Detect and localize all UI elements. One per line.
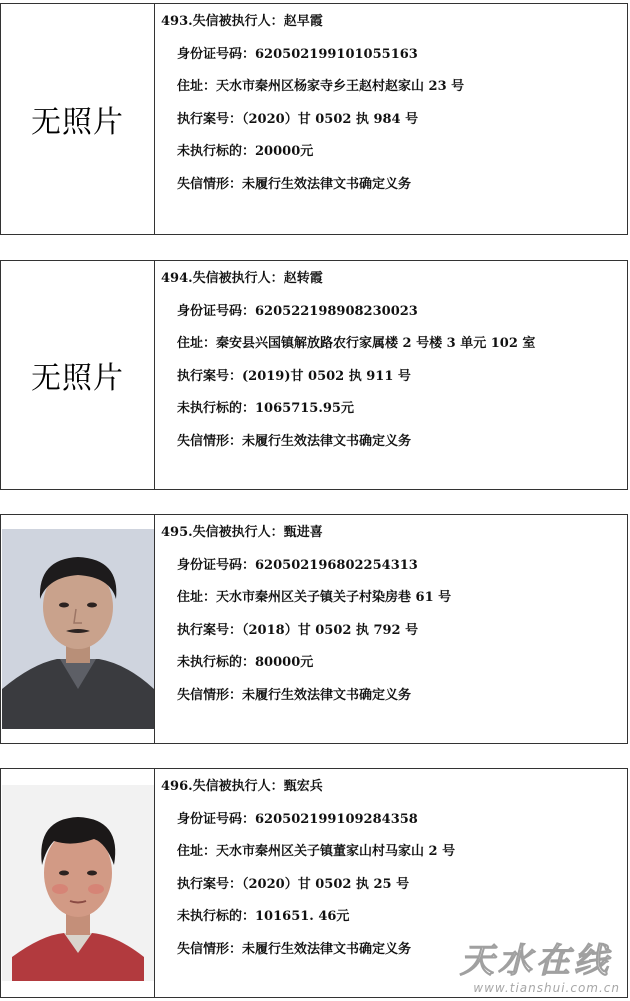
address-label: 住址： [177,79,217,94]
photo-cell [1,261,155,489]
name-label: 失信被执行人： [192,14,284,29]
situation-row [161,177,623,210]
record-card-493 [0,3,628,235]
person-photo [2,785,154,981]
amount-label: 未执行标的： [177,144,256,159]
watermark-url: www.tianshui.com.cn [473,981,620,995]
id-value: 620522198908230023 [255,303,418,319]
case-row [161,623,623,656]
situation-value: 未履行生效法律文书确定义务 [242,687,412,703]
record-number: 494. [161,271,193,286]
address-row [161,590,623,623]
case-row [161,112,623,145]
amount-label: 未执行标的： [177,909,256,924]
id-row [161,304,623,337]
record-card-494 [0,260,628,490]
case-label: 执行案号： [177,876,243,892]
address-value: 天水市秦州区关子镇董家山村马家山 2 号 [216,844,456,859]
situation-value: 未履行生效法律文书确定义务 [242,176,412,192]
address-value: 天水市秦州区杨家寺乡王赵村赵家山 23 号 [216,79,465,94]
situation-value: 未履行生效法律文书确定义务 [242,941,412,957]
record-number: 496. [161,779,193,794]
record-number: 495. [161,525,193,540]
person-name: 赵早霞 [283,14,323,29]
amount-row [161,401,623,434]
amount-value: 1065715.95元 [255,401,354,416]
person-photo [2,529,154,729]
record-number: 493. [161,14,193,29]
situation-value: 未履行生效法律文书确定义务 [242,433,412,449]
no-photo-label: 无照片 [31,105,124,140]
photo-cell [1,515,155,743]
case-label: 执行案号： [177,111,243,127]
record-info [161,271,623,466]
address-row [161,844,623,877]
id-label: 身份证号码： [177,303,256,319]
amount-label: 未执行标的： [177,401,256,416]
situation-label: 失信情形： [177,176,243,192]
person-name: 赵转霞 [283,271,323,286]
address-label: 住址： [177,336,217,351]
portrait-image [2,785,154,981]
portrait-image [2,529,154,729]
amount-row [161,655,623,688]
case-value: （2020）甘 0502 执 25 号 [242,876,410,892]
case-row [161,877,623,910]
address-value: 秦安县兴国镇解放路农行家属楼 2 号楼 3 单元 102 室 [216,336,536,351]
person-name: 甄进喜 [283,525,323,540]
photo-cell [1,4,155,234]
id-value: 620502196802254313 [255,557,418,573]
person-name: 甄宏兵 [283,779,323,794]
id-label: 身份证号码： [177,46,256,62]
case-value: (2019)甘 0502 执 911 号 [242,368,411,384]
situation-label: 失信情形： [177,687,243,703]
situation-row [161,688,623,721]
record-header [161,14,623,47]
record-info [161,14,623,209]
record-info [161,525,623,720]
case-value: （2018）甘 0502 执 792 号 [242,622,419,638]
situation-label: 失信情形： [177,941,243,957]
record-header [161,525,623,558]
id-label: 身份证号码： [177,557,256,573]
amount-label: 未执行标的： [177,655,256,670]
name-label: 失信被执行人： [192,271,284,286]
address-row [161,79,623,112]
amount-value: 101651. 46元 [255,909,350,924]
address-value: 天水市秦州区关子镇关子村染房巷 61 号 [216,590,452,605]
site-watermark [440,933,620,995]
amount-row [161,144,623,177]
name-label: 失信被执行人： [192,525,284,540]
id-row [161,47,623,80]
situation-row [161,434,623,467]
record-header [161,271,623,304]
id-row [161,812,623,845]
id-row [161,558,623,591]
name-label: 失信被执行人： [192,779,284,794]
situation-label: 失信情形： [177,433,243,449]
amount-value: 80000元 [255,655,314,670]
address-label: 住址： [177,590,217,605]
watermark-logo: 天水在线 [460,941,612,981]
address-label: 住址： [177,844,217,859]
id-label: 身份证号码： [177,811,256,827]
case-value: （2020）甘 0502 执 984 号 [242,111,419,127]
id-value: 620502199101055163 [255,46,418,62]
amount-value: 20000元 [255,144,314,159]
id-value: 620502199109284358 [255,811,418,827]
case-label: 执行案号： [177,622,243,638]
photo-cell [1,769,155,997]
case-label: 执行案号： [177,368,243,384]
record-card-495 [0,514,628,744]
address-row [161,336,623,369]
no-photo-label: 无照片 [31,361,124,396]
case-row [161,369,623,402]
record-header [161,779,623,812]
